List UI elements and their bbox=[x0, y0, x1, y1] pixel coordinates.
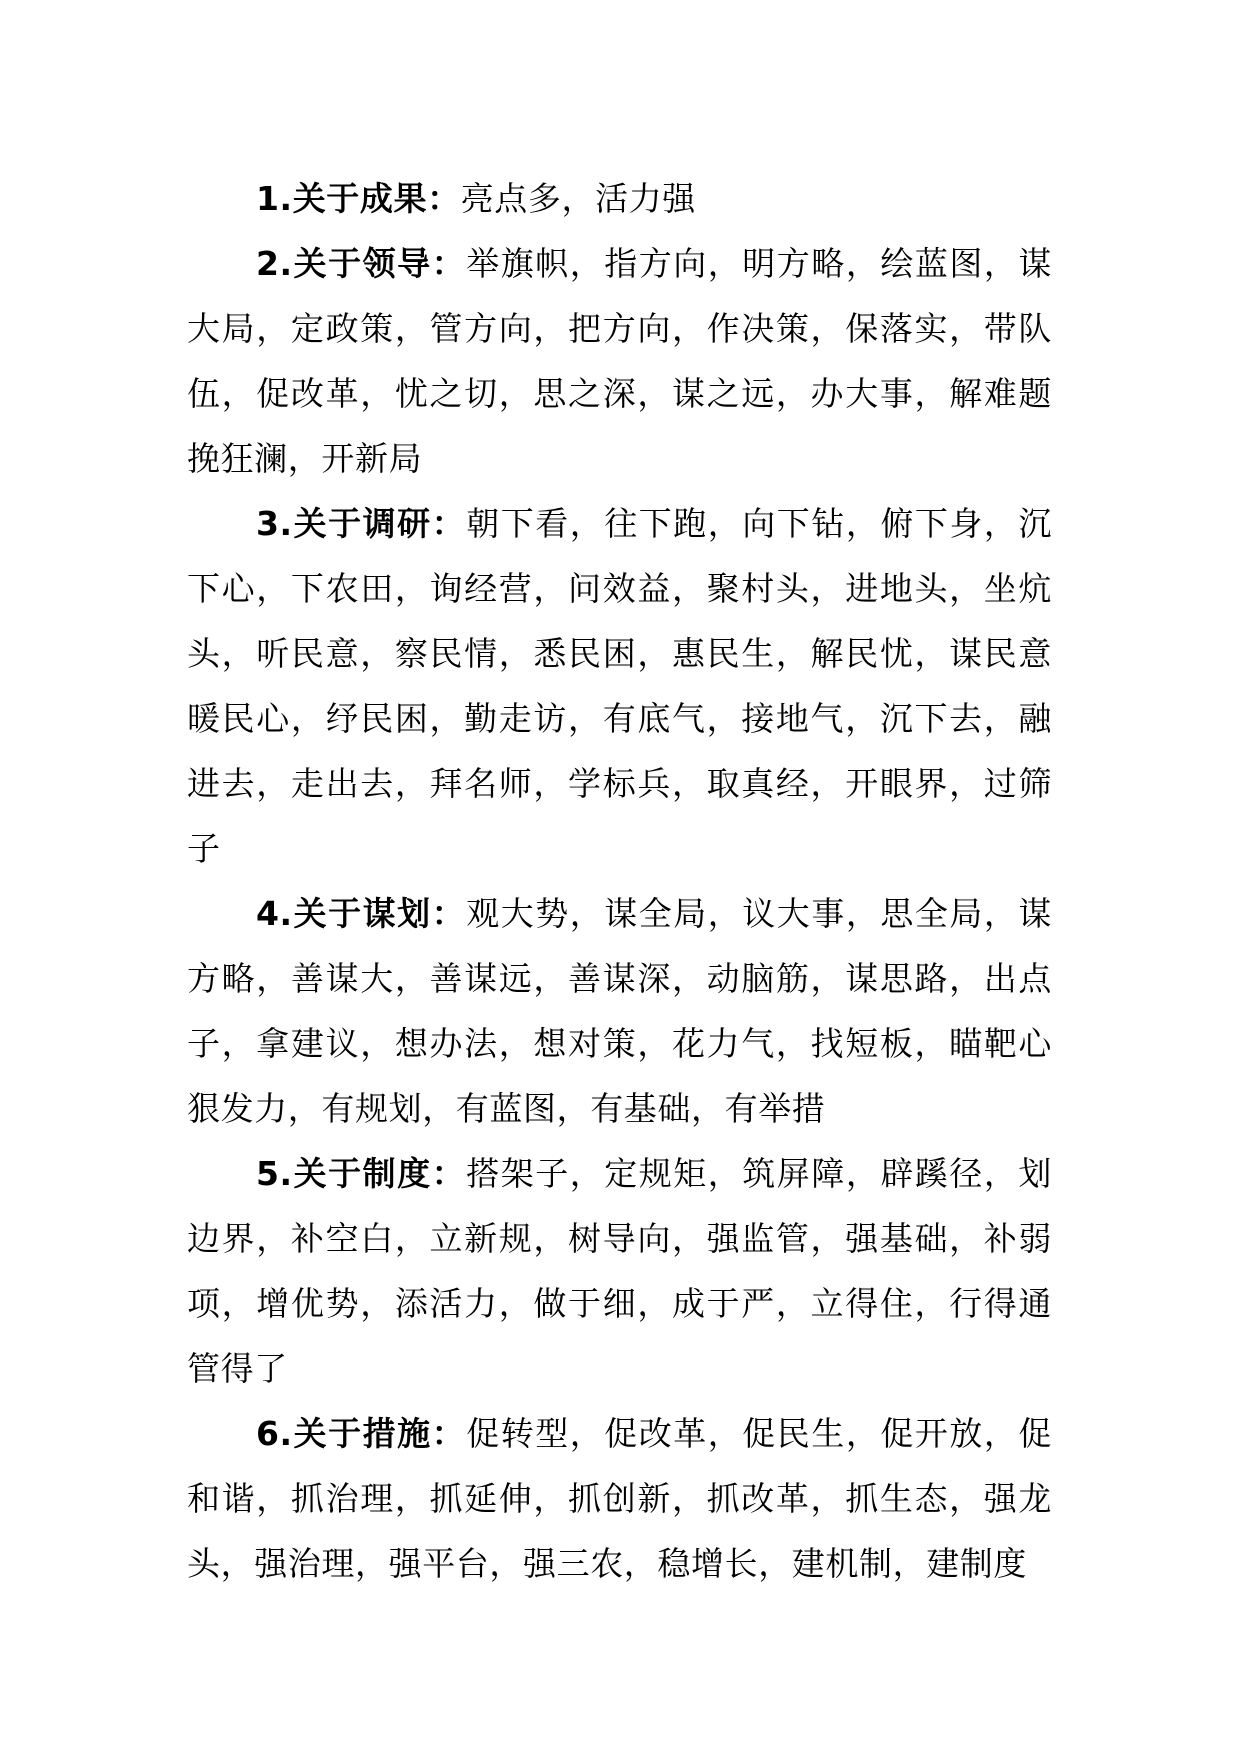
section-5-heading: 5.关于制度： bbox=[256, 1154, 467, 1193]
section-4-text: 观大势，谋全局，议大事，思全局，谋方略，善谋大，善谋远，善谋深，动脑筋，谋思路，出点子，拿建议，想办法，想对策，花力气，找短板，瞄靶心狠发力，有规划，有蓝图，有基础，有举措 bbox=[187, 894, 1053, 1128]
section-6-heading: 6.关于措施： bbox=[256, 1414, 467, 1453]
section-2-text: 举旗帜，指方向，明方略，绘蓝图，谋大局，定政策，管方向，把方向，作决策，保落实，带队伍，促改革，忧之切，思之深，谋之远，办大事，解难题挽狂澜，开新局 bbox=[187, 244, 1053, 478]
section-1-heading: 1.关于成果： bbox=[256, 179, 461, 218]
section-3-text: 朝下看，往下跑，向下钻，俯下身，沉下心，下农田，询经营，问效益，聚村头，进地头，坐炕头，听民意，察民情，悉民困，惠民生，解民忧，谋民意暖民心，纾民困，勤走访，有底气，接地气，沉下去，融进去，走出去，拜名师，学标兵，取真经，开眼界，过筛子 bbox=[187, 504, 1053, 868]
section-1-text: 亮点多，活力强 bbox=[460, 179, 696, 218]
section-1-paragraph bbox=[187, 166, 1052, 231]
section-3-heading: 3.关于调研： bbox=[256, 504, 467, 543]
section-6-text: 促转型，促改革，促民生，促开放，促和谐，抓治理，抓延伸，抓创新，抓改革，抓生态，强龙头，强治理，强平台，强三农，稳增长，建机制，建制度 bbox=[187, 1414, 1053, 1583]
section-5-paragraph bbox=[187, 1141, 1052, 1401]
section-4-heading: 4.关于谋划： bbox=[256, 894, 467, 933]
section-6-paragraph bbox=[187, 1401, 1052, 1596]
section-4-paragraph bbox=[187, 881, 1052, 1141]
section-5-text: 搭架子，定规矩，筑屏障，辟蹊径，划边界，补空白，立新规，树导向，强监管，强基础，补弱项，增优势，添活力，做于细，成于严，立得住，行得通管得了 bbox=[187, 1154, 1053, 1388]
section-2-paragraph bbox=[187, 231, 1052, 491]
document-body bbox=[187, 166, 1052, 1596]
section-2-heading: 2.关于领导： bbox=[256, 244, 467, 283]
section-3-paragraph bbox=[187, 491, 1052, 881]
